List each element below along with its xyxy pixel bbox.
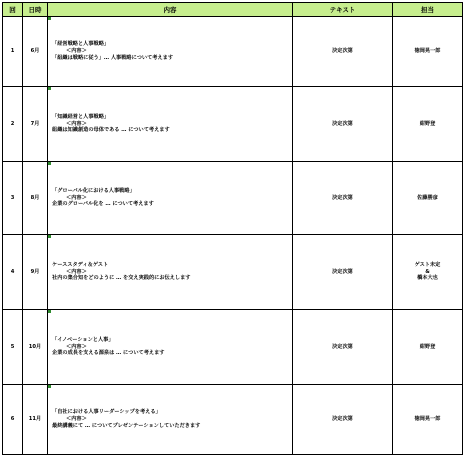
session-description: 企業のグローバル化を … について考えます — [52, 201, 154, 208]
session-content-label: ＜内容＞ — [66, 343, 87, 350]
session-content — [48, 310, 293, 385]
session-description: 社内の集合知をどのように … を交え実践的にお伝えします — [52, 275, 191, 282]
session-text: 決定次第 — [293, 87, 393, 162]
table-row — [3, 310, 463, 385]
session-content — [48, 87, 293, 162]
session-title: 「知識経営と人事戦略」 — [52, 113, 110, 120]
program-schedule — [2, 2, 462, 455]
session-content-label: ＜内容＞ — [66, 268, 87, 275]
session-instructor: 紺野登 — [393, 310, 463, 385]
session-description: 「組織は戦略に従う」… 人事戦略について考えます — [52, 54, 174, 61]
session-month: 11月 — [23, 385, 48, 455]
session-content — [48, 162, 293, 235]
session-text: 決定次第 — [293, 235, 393, 310]
session-description: 企業の成長を支える源泉は … について考えます — [52, 350, 165, 357]
table-row — [3, 235, 463, 310]
session-instructor: ゲスト未定 & 橋本大也 — [393, 235, 463, 310]
session-instructor: 紺野登 — [393, 87, 463, 162]
session-description: 組織は知識創造の母体である … について考えます — [52, 127, 170, 134]
session-instructor: 徳岡晃一郎 — [393, 385, 463, 455]
session-number: 6 — [3, 385, 23, 455]
session-content — [48, 235, 293, 310]
header-session-number: 回 — [3, 3, 23, 17]
session-content-label: ＜内容＞ — [66, 416, 87, 423]
header-instructor: 担当 — [393, 3, 463, 17]
session-number: 3 — [3, 162, 23, 235]
session-text: 決定次第 — [293, 385, 393, 455]
session-title: 「経営戦略と人事戦略」 — [52, 41, 110, 48]
session-instructor: 佐藤勝彦 — [393, 162, 463, 235]
table-row — [3, 17, 463, 87]
schedule-table — [2, 2, 463, 455]
session-text: 決定次第 — [293, 17, 393, 87]
header-content: 内容 — [48, 3, 293, 17]
session-title: 「グローバル化における人事戦略」 — [52, 187, 135, 194]
session-text: 決定次第 — [293, 310, 393, 385]
session-content — [48, 17, 293, 87]
session-number: 4 — [3, 235, 23, 310]
session-month: 10月 — [23, 310, 48, 385]
session-content — [48, 385, 293, 455]
header-text: テキスト — [293, 3, 393, 17]
session-month: 6月 — [23, 17, 48, 87]
session-text: 決定次第 — [293, 162, 393, 235]
table-row — [3, 87, 463, 162]
session-number: 1 — [3, 17, 23, 87]
session-month: 8月 — [23, 162, 48, 235]
table-row — [3, 385, 463, 455]
session-number: 5 — [3, 310, 23, 385]
session-title: 「イノベーションと人事」 — [52, 336, 114, 343]
session-month: 9月 — [23, 235, 48, 310]
session-content-label: ＜内容＞ — [66, 194, 87, 201]
session-instructor: 徳岡晃一郎 — [393, 17, 463, 87]
table-header-row — [3, 3, 463, 17]
session-month: 7月 — [23, 87, 48, 162]
table-row — [3, 162, 463, 235]
session-number: 2 — [3, 87, 23, 162]
session-description: 最終講義にて … についてプレゼンテーションしていただきます — [52, 422, 201, 429]
session-title: ケーススタディ＆ゲスト — [52, 261, 109, 268]
session-content-label: ＜内容＞ — [66, 120, 87, 127]
session-title: 「自社における人事リーダーシップを考える」 — [52, 409, 161, 416]
header-date: 日時 — [23, 3, 48, 17]
session-content-label: ＜内容＞ — [66, 48, 87, 55]
